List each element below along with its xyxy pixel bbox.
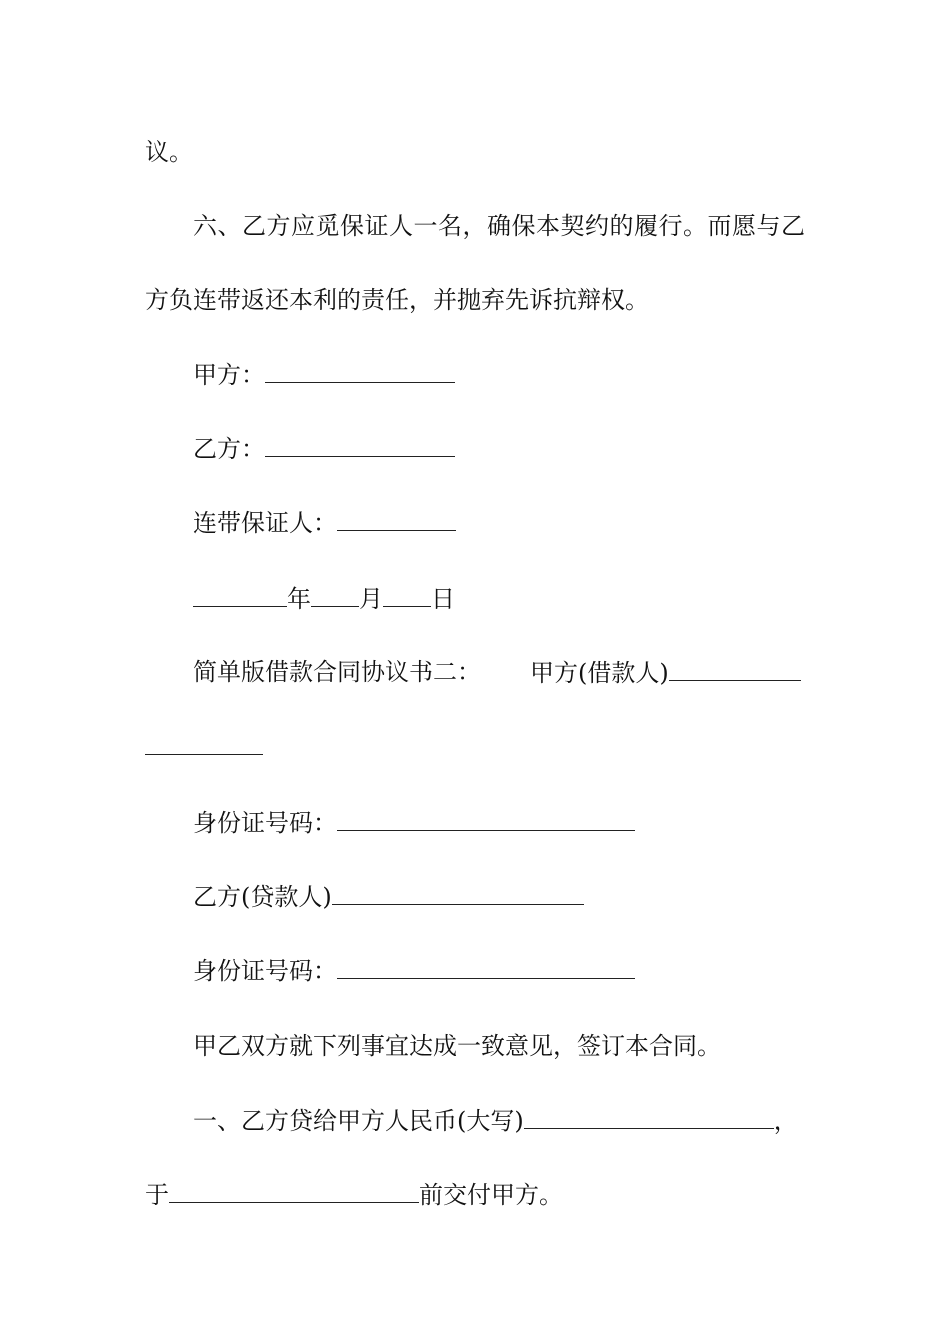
guarantor-row xyxy=(193,506,456,539)
party-a-label: 甲方： xyxy=(193,361,265,389)
guarantor-label: 连带保证人： xyxy=(193,509,337,537)
borrower-row xyxy=(530,656,801,689)
party-a-blank[interactable] xyxy=(265,358,455,383)
delivery-date-blank[interactable] xyxy=(169,1178,419,1203)
party-b-blank[interactable] xyxy=(265,432,455,457)
borrower-blank[interactable] xyxy=(669,656,801,681)
year-blank[interactable] xyxy=(193,582,287,607)
year-label: 年 xyxy=(287,585,311,613)
id-label-2: 身份证号码： xyxy=(193,957,337,985)
day-label: 日 xyxy=(431,585,455,613)
id-row-1 xyxy=(193,806,635,839)
text-line-3: 方负连带返还本利的责任，并抛弃先诉抗辩权。 xyxy=(145,286,649,314)
heading-2: 简单版借款合同协议书二： xyxy=(193,658,481,686)
borrower-blank-continued[interactable] xyxy=(145,730,263,755)
borrower-continuation-row xyxy=(145,730,263,763)
agreement-line: 甲乙双方就下列事宜达成一致意见，签订本合同。 xyxy=(193,1032,721,1060)
party-b-label: 乙方： xyxy=(193,435,265,463)
clause-1-pre: 于 xyxy=(145,1181,169,1209)
clause-1-comma: ， xyxy=(773,1107,798,1135)
lender-label: 乙方(贷款人) xyxy=(193,883,332,911)
id-row-2 xyxy=(193,954,635,987)
id-label-1: 身份证号码： xyxy=(193,809,337,837)
lender-blank[interactable] xyxy=(332,880,584,905)
lender-row xyxy=(193,880,584,913)
clause-1-post: 前交付甲方。 xyxy=(419,1181,563,1209)
amount-blank[interactable] xyxy=(524,1104,774,1129)
month-blank[interactable] xyxy=(311,582,359,607)
month-label: 月 xyxy=(359,585,383,613)
borrower-label: 甲方(借款人) xyxy=(530,659,669,687)
guarantor-blank[interactable] xyxy=(337,506,456,531)
party-a-row xyxy=(193,358,455,391)
party-b-row xyxy=(193,432,455,465)
id-blank-1[interactable] xyxy=(337,806,635,831)
clause-1-text: 一、乙方贷给甲方人民币(大写) xyxy=(193,1107,524,1135)
id-blank-2[interactable] xyxy=(337,954,635,979)
day-blank[interactable] xyxy=(383,582,431,607)
text-line-2: 六、乙方应觅保证人一名，确保本契约的履行。而愿与乙 xyxy=(193,212,806,240)
text-line-1: 议。 xyxy=(145,138,193,166)
date-row xyxy=(193,582,455,615)
clause-1-row xyxy=(193,1104,798,1137)
clause-1-continuation xyxy=(145,1178,563,1211)
